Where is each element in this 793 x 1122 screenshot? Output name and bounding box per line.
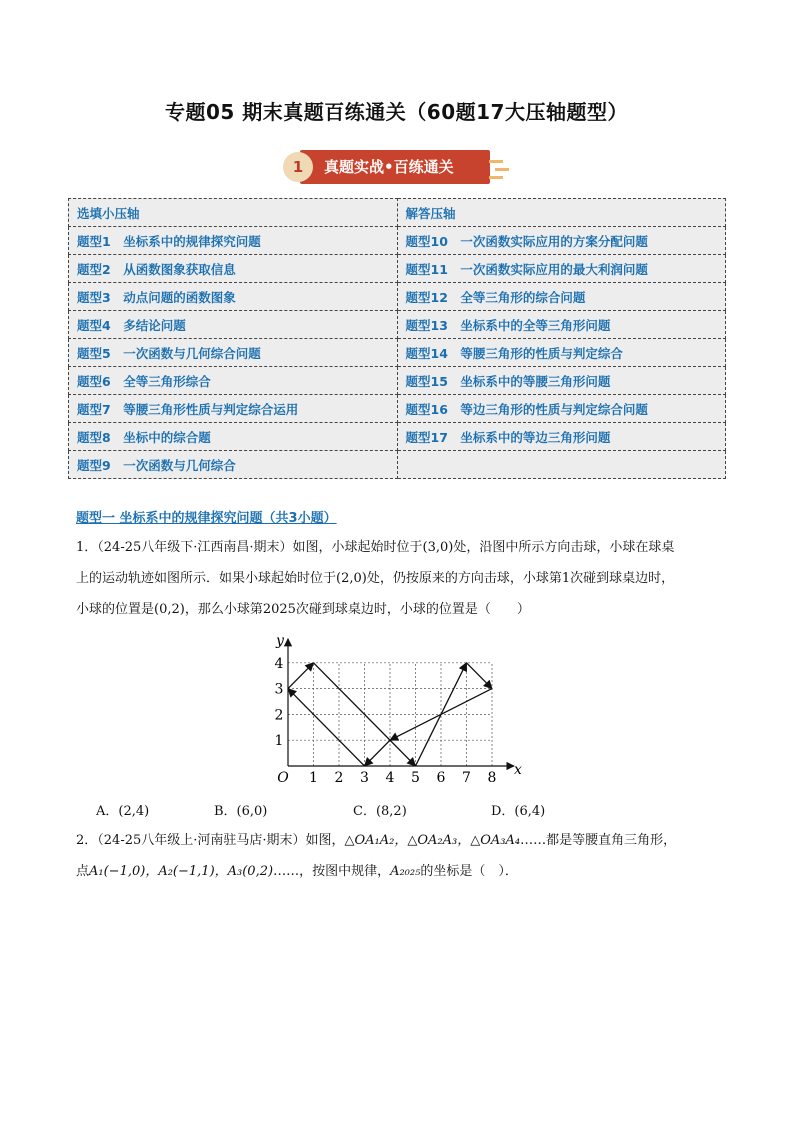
trajectory-segment [365, 740, 391, 766]
trajectory-segment [416, 663, 467, 766]
page-title: 专题05 期末真题百练通关（60题17大压轴题型） [165, 100, 628, 124]
q2-triangles: △OA₁A₂，△OA₂A₃，△OA₃A₄ [344, 833, 521, 848]
x-tick-label: 4 [385, 770, 395, 786]
toc-item[interactable]: 题型6 全等三角形综合 [69, 367, 398, 395]
toc-item[interactable]: 题型11 一次函数实际应用的最大利润问题 [397, 255, 726, 283]
trajectory-segment [314, 663, 416, 766]
toc-item[interactable]: 题型1 坐标系中的规律探究问题 [69, 227, 398, 255]
x-tick-label: 3 [360, 770, 369, 786]
q2-text: ……都是等腰直角三角形， [520, 833, 677, 848]
banner-stripe [495, 168, 509, 171]
x-tick-label: 5 [411, 770, 420, 786]
y-tick-label: 4 [274, 655, 284, 672]
y-tick-label: 2 [274, 707, 284, 724]
banner-number: 1 [283, 152, 313, 182]
q1-line: 上的运动轨迹如图所示．如果小球起始时位于(2,0)处，仍按原来的方向击球，小球第1次碰到球桌边时， [76, 571, 675, 586]
x-axis-label: x [514, 762, 522, 778]
trajectory-segment [390, 689, 492, 741]
x-tick-label: 1 [309, 770, 318, 786]
toc-header-right: 解答压轴 [397, 199, 726, 227]
toc-item[interactable]: 题型15 坐标系中的等腰三角形问题 [397, 367, 726, 395]
banner-label: 真题实战•百练通关 [324, 158, 454, 176]
q1-line: 1．（24-25八年级下·江西南昌·期末）如图，小球起始时位于(3,0)处，沿图中所示方向击球，小球在球桌 [76, 540, 675, 555]
toc-item[interactable]: 题型2 从函数图象获取信息 [69, 255, 398, 283]
question-1-text [76, 532, 726, 625]
q2-text: 2．（24-25八年级上·河南驻马店·期末）如图， [76, 833, 345, 848]
section-heading[interactable]: 题型一 坐标系中的规律探究问题（共3小题） [76, 511, 337, 526]
toc-item[interactable]: 题型4 多结论问题 [69, 311, 398, 339]
question-2-text [76, 825, 726, 887]
banner-bar [300, 150, 490, 184]
toc-item[interactable]: 题型3 动点问题的函数图象 [69, 283, 398, 311]
toc-item[interactable]: 题型8 坐标中的综合题 [69, 423, 398, 451]
x-tick-label: 7 [462, 770, 471, 786]
q2-line1 [76, 825, 726, 856]
q2-text: ……，按图中规律， [273, 864, 391, 879]
banner-stripe [489, 176, 503, 179]
option-c[interactable]: C．(8,2) [353, 804, 407, 819]
banner-stripe [489, 160, 503, 163]
q2-points: A₁(−1,0)，A₂(−1,1)，A₃(0,2) [89, 864, 274, 879]
trajectory-segment [288, 689, 365, 766]
q2-line2 [76, 856, 726, 887]
q2-text: 的坐标是（ ）． [420, 864, 518, 879]
section-banner [283, 150, 513, 186]
toc-item[interactable]: 题型16 等边三角形的性质与判定综合问题 [397, 395, 726, 423]
trajectory-segment [467, 663, 493, 689]
x-tick-label: 6 [436, 770, 446, 786]
q2-target: A₂₀₂₅ [390, 864, 421, 879]
toc-item[interactable]: 题型13 坐标系中的全等三角形问题 [397, 311, 726, 339]
toc-item[interactable]: 题型9 一次函数与几何综合 [69, 451, 398, 479]
toc-header-left: 选填小压轴 [69, 199, 398, 227]
option-a[interactable]: A．(2,4) [96, 804, 150, 819]
toc-item[interactable]: 题型17 坐标系中的等边三角形问题 [397, 423, 726, 451]
x-tick-label: 8 [487, 770, 497, 786]
option-b[interactable]: B．(6,0) [214, 804, 268, 819]
origin-label: O [277, 770, 289, 786]
toc-item[interactable]: 题型10 一次函数实际应用的方案分配问题 [397, 227, 726, 255]
trajectory-segment [288, 663, 314, 689]
toc-item[interactable]: 题型7 等腰三角形性质与判定综合运用 [69, 395, 398, 423]
toc-item[interactable]: 题型12 全等三角形的综合问题 [397, 283, 726, 311]
toc-item-empty [397, 451, 726, 479]
toc-item[interactable]: 题型14 等腰三角形的性质与判定综合 [397, 339, 726, 367]
y-tick-label: 1 [274, 733, 284, 750]
option-d[interactable]: D．(6,4) [491, 804, 546, 819]
q1-line: 小球的位置是(0,2)，那么小球第2025次碰到球桌边时，小球的位置是（ ） [76, 602, 530, 617]
y-axis-label: y [276, 632, 284, 649]
q2-text: 点 [76, 864, 90, 879]
x-tick-label: 2 [334, 770, 344, 786]
y-tick-label: 3 [274, 681, 284, 698]
toc-table [68, 198, 726, 479]
toc-item[interactable]: 题型5 一次函数与几何综合问题 [69, 339, 398, 367]
